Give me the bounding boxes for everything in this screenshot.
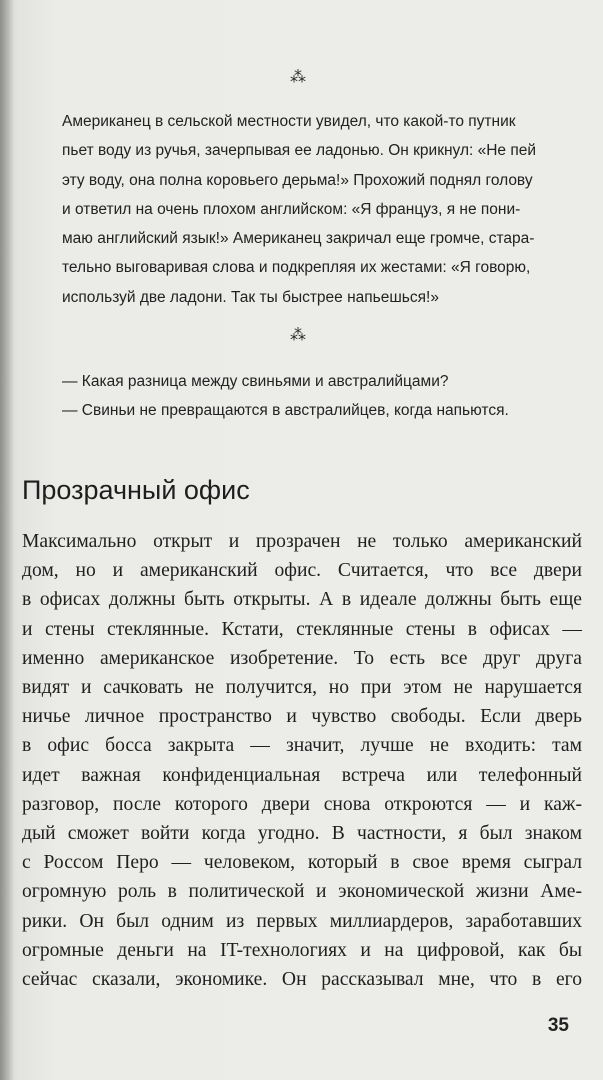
body-paragraph: [22, 527, 582, 994]
body-line: ничье личное пространство и чувство свободы. Если дверь: [22, 706, 582, 728]
text-line: эту воду, она полна коровьего дерьма!» Прохожий поднял голову: [62, 171, 533, 189]
body-line: и стены стеклянные. Кстати, стеклянные стены в офисах —: [22, 618, 582, 640]
body-line: именно американское изобретение. То есть все друг друга: [22, 647, 582, 669]
body-line: в офис босса закрыта — значит, лучше не входить: там: [22, 735, 582, 757]
body-line: дом, но и американский офис. Считается, что все двери: [22, 560, 582, 582]
text-line: и ответил на очень плохом английском: «Я француз, я не пони-: [62, 200, 521, 218]
body-line: огромные деньги на IT-технологиях и на цифровой, как бы: [22, 939, 582, 961]
asterism-separator-bottom: ⁂: [290, 325, 304, 344]
asterism-separator-top: ⁂: [290, 67, 304, 86]
body-line: в офисах должны быть открыты. А в идеале должны быть еще: [22, 589, 582, 611]
body-line: с Россом Перо — человеком, который в свое время сыграл: [22, 852, 582, 874]
body-line: рики. Он был одним из первых миллиардеров, заработавших: [22, 910, 582, 932]
body-line: огромную роль в политической и экономической жизни Аме-: [22, 881, 582, 903]
joke-paragraph: [62, 107, 552, 312]
dialogue-line: — Свиньи не превращаются в австралийцев, когда напьются.: [62, 402, 509, 420]
body-line: идет важная конфиденциальная встреча или телефонный: [22, 764, 582, 786]
dialogue-joke: [62, 367, 552, 426]
text-line: маю английский язык!» Американец закричал еще громче, старa-: [62, 230, 535, 248]
body-line: сейчас сказали, экономике. Он рассказывал мне, что в его: [22, 969, 582, 991]
body-line: видят и сачковать не получится, но при этом не нарушается: [22, 677, 582, 699]
body-line: разговор, после которого двери снова откроются — и каж-: [22, 793, 582, 815]
page-number: 35: [547, 1015, 569, 1036]
spine-shadow: [0, 0, 14, 1080]
dialogue-line: — Какая разница между свиньями и австралийцами?: [62, 373, 449, 390]
body-line: дый сможет войти когда угодно. В частности, я был знаком: [22, 823, 582, 845]
text-line: используй две ладони. Так ты быстрее напьешься!»: [62, 288, 439, 306]
text-line: пьет воду из ручья, зачерпывая ее ладонью. Он крикнул: «Не пей: [62, 142, 537, 160]
text-line: тельно выговаривая слова и подкрепляя их жестами: «Я говорю,: [62, 259, 531, 277]
text-line: Американец в сельской местности увидел, что какой-то путник: [62, 113, 516, 130]
body-line: Максимально открыт и прозрачен не только американский: [22, 531, 582, 552]
section-heading: Прозрачный офис: [22, 475, 250, 505]
